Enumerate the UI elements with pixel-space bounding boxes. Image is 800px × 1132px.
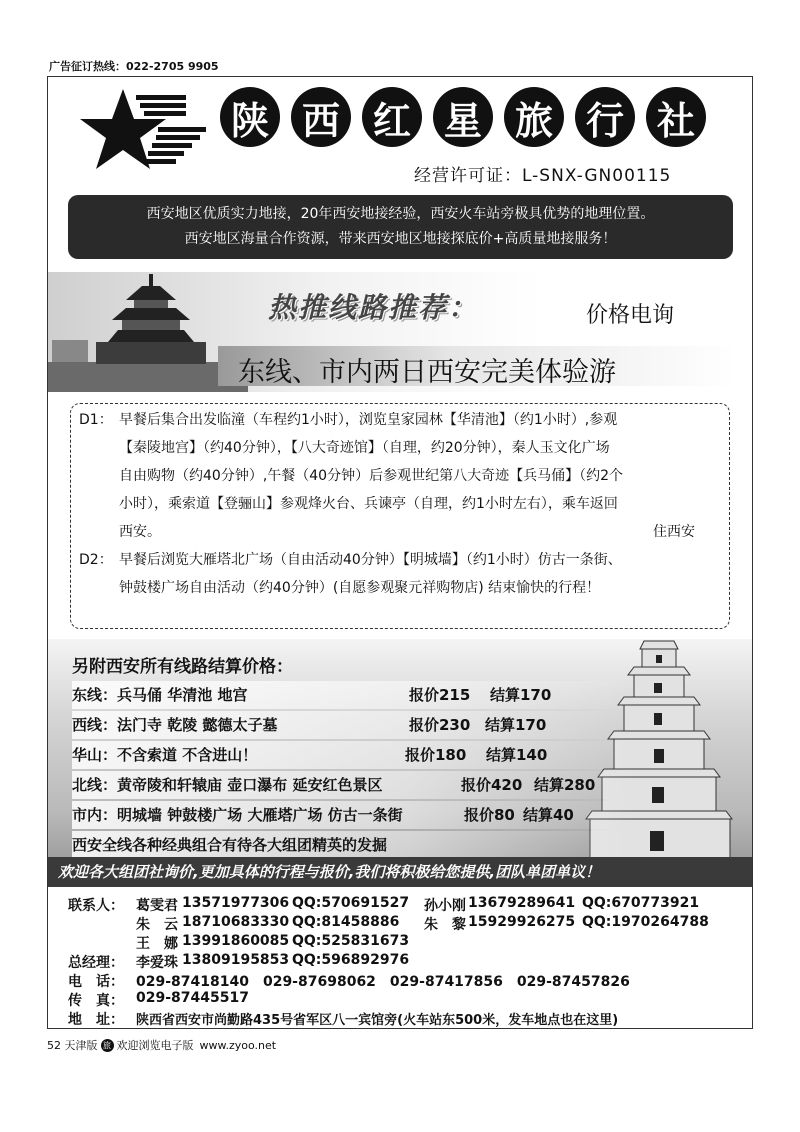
price-quote: 报价180 xyxy=(405,746,467,764)
contact-phone: 18710683330 xyxy=(182,914,290,930)
combo-note: 西安全线各种经典组合有待各大组团精英的发掘 xyxy=(72,836,388,854)
itinerary-box xyxy=(70,403,730,629)
banner-line: 西安地区海量合作资源，带来西安地区地接探底价+高质量地接服务！ xyxy=(184,231,617,247)
contact-qq: QQ:670773921 xyxy=(582,895,700,911)
price-route: 北线：黄帝陵和轩辕庙 壶口瀑布 延安红色景区 xyxy=(72,776,383,794)
itinerary-line: 小时），乘索道【登骊山】参观烽火台、兵谏亭（自理，约1小时左右），乘车返回 xyxy=(119,496,618,512)
gm-label: 总经理： xyxy=(68,955,124,971)
fax-number: 029-87445517 xyxy=(136,990,249,1006)
itinerary-line: 自由购物（约40分钟）,午餐（40分钟）后参观世纪第八大奇迹【兵马俑】（约2个 xyxy=(119,468,623,484)
contact-qq: QQ:525831673 xyxy=(292,933,410,949)
price-inquiry: 价格电询 xyxy=(586,303,675,328)
contact-phone: 13679289641 xyxy=(468,895,576,911)
price-settle: 结算40 xyxy=(523,806,574,824)
itinerary-line: 早餐后浏览大雁塔北广场（自由活动40分钟）【明城墙】（约1小时）仿古一条街、 xyxy=(119,552,622,568)
contact-name: 朱 云 xyxy=(136,917,178,933)
overnight-note: 住西安 xyxy=(653,524,695,540)
license-number: 经营许可证：L-SNX-GN00115 xyxy=(414,166,672,186)
welcome-banner: 欢迎各大组团社询价,更加具体的行程与报价,我们将积极给您提供,团队单团单议！ xyxy=(48,857,753,887)
contact-label: 联系人： xyxy=(68,898,124,914)
title-char: 行 xyxy=(575,87,635,147)
footer-url[interactable]: www.zyoo.net xyxy=(199,1038,277,1052)
gm-qq: QQ:596892976 xyxy=(292,952,410,968)
price-settle: 结算140 xyxy=(486,746,548,764)
agency-title xyxy=(220,87,717,147)
price-row xyxy=(72,681,632,709)
price-quote: 报价215 xyxy=(409,686,471,704)
itinerary-line: 【秦陵地宫】（约40分钟），【八大奇迹馆】（自理，约20分钟），秦人玉文化广场 xyxy=(119,440,610,456)
intro-banner xyxy=(68,195,733,259)
day1-label: D1： xyxy=(79,412,113,428)
pricing-panel xyxy=(48,639,753,887)
contact-qq: QQ:81458886 xyxy=(292,914,400,930)
page-footer xyxy=(47,1037,276,1053)
address-text: 陕西省西安市尚勤路435号省军区八一宾馆旁(火车站东500米，发车地点也在这里) xyxy=(136,1013,619,1028)
ad-hotline: 广告征订热线：022-2705 9905 xyxy=(49,60,219,73)
itinerary-line: 早餐后集合出发临潼（车程约1小时），浏览皇家园林【华清池】（约1小时）,参观 xyxy=(119,412,618,428)
title-char: 星 xyxy=(433,87,493,147)
day2-label: D2： xyxy=(79,552,113,568)
travel-badge-icon: 旅 xyxy=(101,1039,114,1052)
hot-routes-title: 热推线路推荐： xyxy=(268,291,479,324)
contact-phone: 13571977306 xyxy=(182,895,290,911)
price-route: 西线：法门寺 乾陵 懿德太子墓 xyxy=(72,716,278,734)
price-route: 华山：不含索道 不含进山！ xyxy=(72,746,258,764)
price-row xyxy=(72,801,632,829)
banner-line: 西安地区优质实力地接，20年西安地接经验，西安火车站旁极具优势的地理位置。 xyxy=(146,206,655,222)
contact-phone: 13991860085 xyxy=(182,933,290,949)
footer-text: 欢迎浏览电子版 xyxy=(116,1039,194,1052)
price-settle: 结算280 xyxy=(534,776,596,794)
address-label: 地 址： xyxy=(68,1012,124,1028)
contact-name: 孙小刚 xyxy=(424,898,466,914)
page-number: 52 天津版 xyxy=(47,1039,98,1052)
price-quote: 报价230 xyxy=(409,716,471,734)
tel-label: 电 话： xyxy=(68,974,124,990)
contact-name: 王 娜 xyxy=(136,936,178,952)
contact-qq: QQ:1970264788 xyxy=(582,914,709,930)
price-settle: 结算170 xyxy=(485,716,547,734)
title-char: 旅 xyxy=(504,87,564,147)
contact-name: 葛雯君 xyxy=(136,898,178,914)
route-header-photo xyxy=(48,272,753,392)
price-quote: 报价420 xyxy=(461,776,523,794)
price-route: 东线：兵马俑 华清池 地宫 xyxy=(72,686,248,704)
price-row xyxy=(72,741,632,769)
title-char: 红 xyxy=(362,87,422,147)
price-row xyxy=(72,831,632,859)
price-row xyxy=(72,771,632,799)
contact-phone: 15929926275 xyxy=(468,914,576,930)
title-char: 陕 xyxy=(220,87,280,147)
price-quote: 报价80 xyxy=(464,806,515,824)
title-char: 社 xyxy=(646,87,706,147)
tel-numbers: 029-87418140 029-87698062 029-87417856 029-87457826 xyxy=(136,974,630,990)
gm-name: 李爱珠 xyxy=(136,955,178,971)
price-row xyxy=(72,711,632,739)
price-route: 市内：明城墙 钟鼓楼广场 大雁塔广场 仿古一条街 xyxy=(72,806,403,824)
itinerary-line: 西安。 xyxy=(119,524,161,540)
contact-name: 朱 黎 xyxy=(424,917,466,933)
price-settle: 结算170 xyxy=(490,686,552,704)
route-title: 东线、市内两日西安完美体验游 xyxy=(238,357,616,388)
pricing-title: 另附西安所有线路结算价格： xyxy=(72,657,293,677)
red-star-logo-icon xyxy=(78,87,208,177)
fax-label: 传 真： xyxy=(68,993,124,1009)
itinerary-line: 钟鼓楼广场自由活动（约40分钟）(自愿参观聚元祥购物店) 结束愉快的行程！ xyxy=(119,580,601,596)
ad-frame xyxy=(47,76,753,1029)
title-char: 西 xyxy=(291,87,351,147)
gm-phone: 13809195853 xyxy=(182,952,290,968)
contact-qq: QQ:570691527 xyxy=(292,895,410,911)
